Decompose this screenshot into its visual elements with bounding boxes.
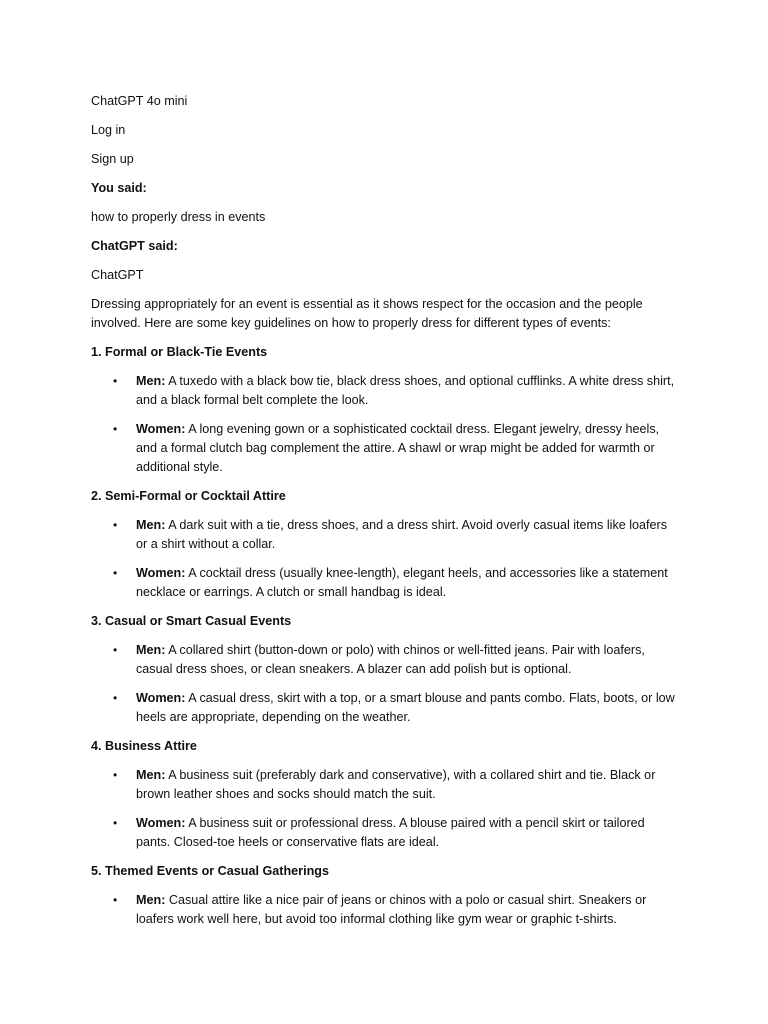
item-label: Women:	[136, 566, 186, 580]
item-text: Casual attire like a nice pair of jeans or chinos with a polo or casual shirt. Sneakers or loafers work well here, but avoid too informal clothing like gym wear or graphic t-shirts.	[136, 893, 647, 926]
list-item	[91, 420, 681, 477]
list-item	[91, 814, 681, 852]
bullet-icon: •	[113, 422, 118, 436]
bullet-icon: •	[113, 691, 118, 705]
item-label: Men:	[136, 893, 166, 907]
item-text: A long evening gown or a sophisticated cocktail dress. Elegant jewelry, dressy heels, and a formal clutch bag complement the attire. A shawl or wrap might be added for warmth or additional style.	[136, 422, 660, 474]
item-label: Men:	[136, 374, 166, 388]
item-text: A dark suit with a tie, dress shoes, and a dress shirt. Avoid overly casual items like loafers or a shirt without a collar.	[136, 518, 668, 551]
item-label: Men:	[136, 643, 166, 657]
bullet-list	[91, 641, 681, 727]
user-label: You said:	[91, 181, 147, 195]
signup-link[interactable]: Sign up	[91, 152, 134, 166]
bullet-icon: •	[113, 643, 118, 657]
section-heading: 3. Casual or Smart Casual Events	[91, 614, 292, 628]
bullet-icon: •	[113, 374, 118, 388]
bullet-icon: •	[113, 518, 118, 532]
bullet-icon: •	[113, 768, 118, 782]
user-message: how to properly dress in events	[91, 210, 266, 224]
app-title: ChatGPT 4o mini	[91, 94, 188, 108]
section-heading: 2. Semi-Formal or Cocktail Attire	[91, 489, 286, 503]
item-text: A business suit (preferably dark and conservative), with a collared shirt and tie. Black or brown leather shoes and socks should match the suit.	[136, 768, 656, 801]
list-item	[91, 766, 681, 804]
assistant-name: ChatGPT	[91, 268, 144, 282]
bullet-icon: •	[113, 816, 118, 830]
section-heading: 5. Themed Events or Casual Gatherings	[91, 864, 329, 878]
item-label: Men:	[136, 518, 166, 532]
item-label: Women:	[136, 691, 186, 705]
item-label: Women:	[136, 422, 186, 436]
item-text: A tuxedo with a black bow tie, black dress shoes, and optional cufflinks. A white dress shirt, and a black formal belt complete the look.	[136, 374, 675, 407]
item-text: A business suit or professional dress. A blouse paired with a pencil skirt or tailored pants. Closed-toe heels or conservative flats are ideal.	[136, 816, 645, 849]
list-item	[91, 372, 681, 410]
item-text: A collared shirt (button-down or polo) with chinos or well-fitted jeans. Pair with loafers, casual dress shoes, or clean sneakers. A blazer can add polish but is optional.	[136, 643, 645, 676]
section-heading: 4. Business Attire	[91, 739, 197, 753]
login-link[interactable]: Log in	[91, 123, 126, 137]
section-heading: 1. Formal or Black-Tie Events	[91, 345, 268, 359]
bullet-list	[91, 891, 681, 929]
list-item	[91, 689, 681, 727]
item-text: A casual dress, skirt with a top, or a smart blouse and pants combo. Flats, boots, or low heels are appropriate, depending on the weather.	[136, 691, 675, 724]
list-item	[91, 516, 681, 554]
bullet-list	[91, 372, 681, 477]
intro-paragraph: Dressing appropriately for an event is essential as it shows respect for the occasion and the people involved. Here are some key guidelines on how to properly dress for different types of events:	[91, 297, 643, 330]
item-text: A cocktail dress (usually knee-length), elegant heels, and accessories like a statement necklace or earrings. A clutch or small handbag is ideal.	[136, 566, 668, 599]
document-page	[91, 92, 681, 939]
bullet-icon: •	[113, 893, 118, 907]
list-item	[91, 564, 681, 602]
list-item	[91, 641, 681, 679]
bullet-list	[91, 766, 681, 852]
item-label: Men:	[136, 768, 166, 782]
assistant-label: ChatGPT said:	[91, 239, 178, 253]
bullet-icon: •	[113, 566, 118, 580]
item-label: Women:	[136, 816, 186, 830]
list-item	[91, 891, 681, 929]
bullet-list	[91, 516, 681, 602]
